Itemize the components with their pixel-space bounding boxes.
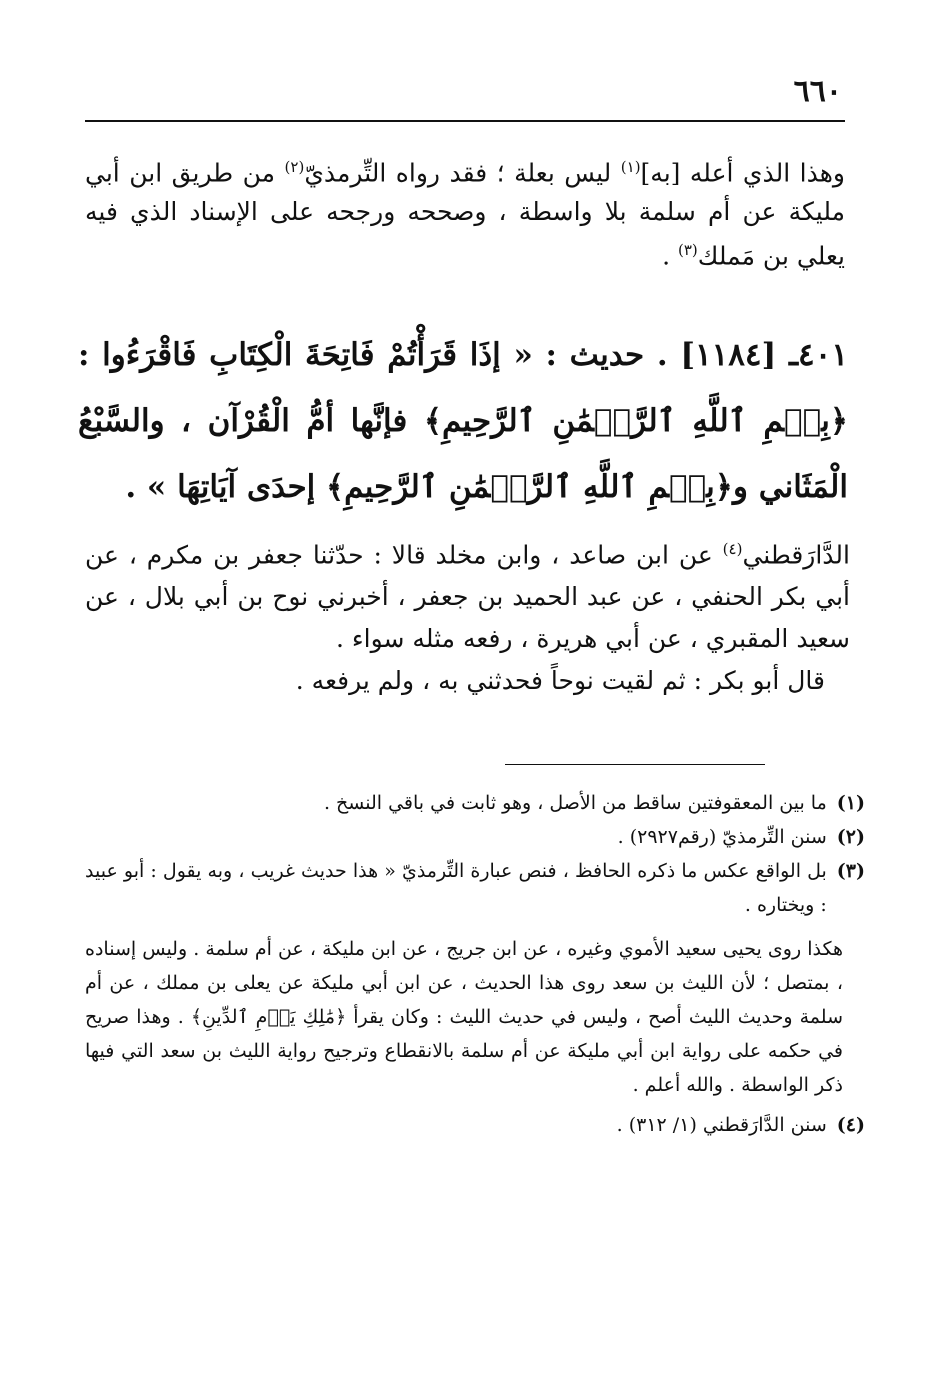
footnote-ref-4: (٤) [722, 540, 743, 558]
isnad-paragraph [85, 528, 850, 702]
footnote-3-continuation [85, 932, 865, 1102]
intro-text-2: ليس بعلة ؛ فقد رواه التِّرمذيّ [304, 158, 621, 188]
footnotes [85, 786, 865, 1142]
footnote-text: ما بين المعقوفتين ساقط من الأصل ، وهو ثابت في باقي النسخ . [323, 792, 827, 814]
footnote-text: سنن التِّرمذيّ (رقم٢٩٢٧) . [617, 826, 827, 848]
footnote-separator [505, 764, 765, 765]
isnad-line-1 [85, 528, 850, 660]
header-rule [85, 120, 845, 122]
footnote-1 [85, 786, 865, 820]
footnote-ref-1: (١) [620, 158, 641, 176]
isnad-line-2: قال أبو بكر : ثم لقيت نوحاً فحدثني به ، ولم يرفعه . [295, 666, 825, 696]
footnote-text: سنن الدَّارَقطني (١/ ٣١٢) . [616, 1114, 827, 1136]
intro-text-3: من طريق ابن أبي مليكة عن أم سلمة بلا واسطة ، وصححه ورجحه على الإسناد الذي فيه يعلي بن مَملك [85, 158, 845, 271]
intro-paragraph [85, 148, 845, 276]
intro-text-4: . [662, 241, 678, 271]
footnote-3 [85, 854, 865, 922]
isnad-text-2: عن ابن صاعد ، وابن مخلد قالا : حدّثنا جعفر بن مكرم ، عن أبي بكر الحنفي ، عن عبد الحميد بن جعفر ، أخبرني نوح بن أبي بلال ، عن سعيد المقبري ، عن أبي هريرة ، رفعه مثله سواء . [85, 540, 850, 654]
footnote-4 [85, 1108, 865, 1142]
footnote-2 [85, 820, 865, 854]
hadith-text: ٤٠١ـ [١١٨٤] . حديث : « إذَا قَرَأْتُمْ فَاتِحَةَ الْكِتَابِ فَاقْرَءُوا : ﴿بِسۡمِ ٱللَّهِ ٱلرَّحۡمَٰنِ ٱلرَّحِيمِ﴾ فإنَّها أمُّ الْقُرْآن ، والسَّبْعُ الْمَثَاني و﴿بِسۡمِ ٱللَّهِ ٱلرَّحۡمَٰنِ ٱلرَّحِيمِ﴾ إحدَى آيَاتِهَا » . [78, 337, 848, 505]
footnote-number: (٣) [836, 860, 865, 882]
footnote-number: (٢) [836, 826, 865, 848]
footnote-text: بل الواقع عكس ما ذكره الحافظ ، فنص عبارة التِّرمذيّ « هذا حديث غريب ، وبه يقول : أبو عبيد : ويختاره . [85, 860, 827, 916]
hadith-heading [78, 322, 848, 520]
page-number: ٦٦٠ [793, 74, 842, 109]
footnote-ref-2: (٢) [284, 158, 305, 176]
footnote-number: (١) [836, 792, 865, 814]
intro-text-1: وهذا الذي أعله [به] [640, 158, 845, 188]
footnote-ref-3: (٣) [678, 241, 698, 260]
footnote-number: (٤) [836, 1114, 865, 1136]
isnad-text-1: الدَّارَقطني [742, 540, 850, 570]
footnote-3-extra-text: هكذا روى يحيى سعيد الأموي وغيره ، عن ابن جريج ، عن ابن مليكة ، عن أم سلمة . وليس إسناده ، بمتصل ؛ لأن الليث بن سعد روى هذا الحديث ، عن ابن أبي مليكة عن يعلى بن مملك ، عن أم سلمة وحديث الليث أصح ، وليس في حديث الليث : وكان يقرأ ﴿مَٰلِكِ يَوۡمِ ٱلدِّينِ﴾ . وهذا صريح في حكمه على رواية ابن أبي مليكة عن أم سلمة بالانقطاع وترجيح رواية الليث بن سعد التي فيها ذكر الواسطة . والله أعلم . [85, 938, 843, 1096]
